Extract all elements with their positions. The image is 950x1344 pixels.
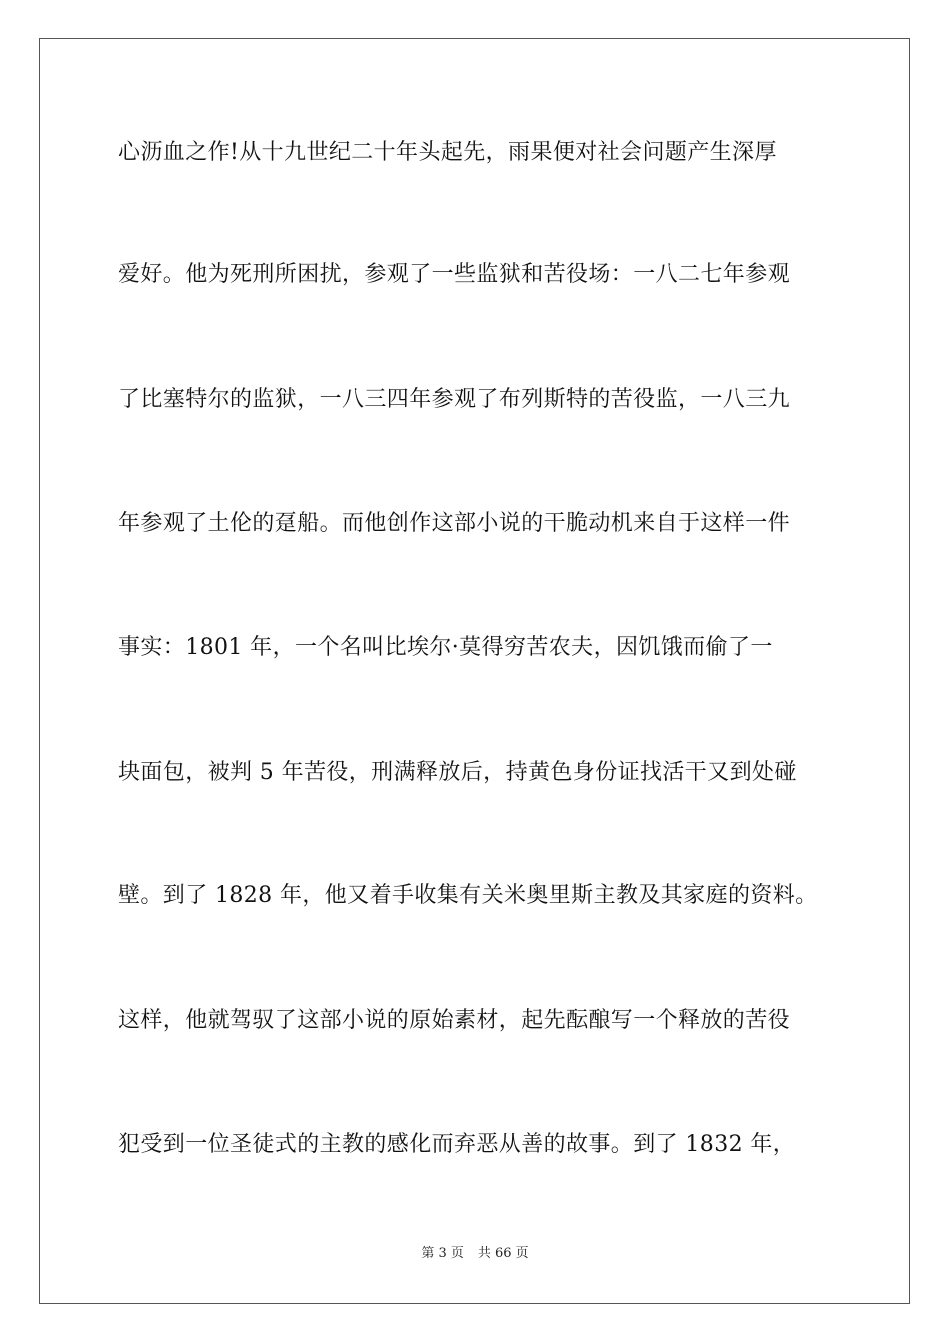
text-line: 心沥血之作!从十九世纪二十年头起先，雨果便对社会问题产生深厚 [118, 140, 777, 165]
text-line: 犯受到一位圣徒式的主教的感化而弃恶从善的故事。到了 1832 年， [118, 1132, 796, 1157]
text-line: 壁。到了 1828 年，他又着手收集有关米奥里斯主教及其家庭的资料。 [118, 883, 818, 908]
text-line: 块面包，被判 5 年苦役，刑满释放后，持黄色身份证找活干又到处碰 [118, 760, 797, 785]
text-line: 爱好。他为死刑所困扰，参观了一些监狱和苦役场：一八二七年参观 [118, 262, 791, 287]
text-line: 了比塞特尔的监狱，一八三四年参观了布列斯特的苦役监，一八三九 [118, 387, 791, 412]
page-total: 共 66 页 [477, 1246, 529, 1261]
page-number: 第 3 页 [421, 1246, 464, 1261]
text-line: 这样，他就驾驭了这部小说的原始素材，起先酝酿写一个释放的苦役 [118, 1008, 791, 1033]
text-line: 事实：1801 年，一个名叫比埃尔·莫得穷苦农夫，因饥饿而偷了一 [118, 635, 773, 660]
text-line: 年参观了土伦的趸船。而他创作这部小说的干脆动机来自于这样一件 [118, 511, 791, 536]
page-border [39, 38, 910, 1304]
page-footer [0, 1245, 950, 1263]
